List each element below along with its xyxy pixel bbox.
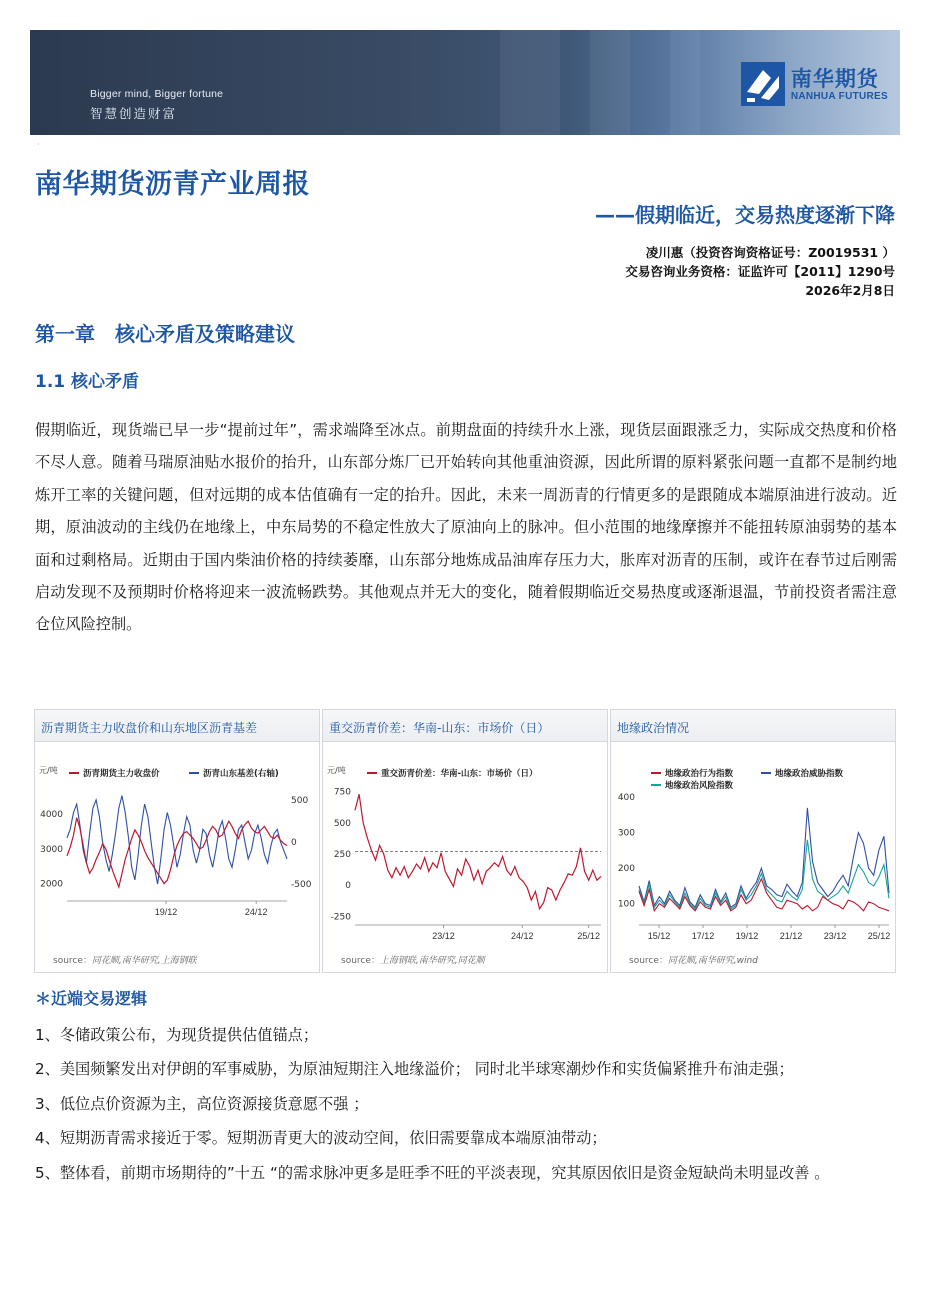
- legend-label: 地缘政治风险指数: [665, 781, 734, 791]
- y-left-tick-label: 4000: [40, 810, 63, 821]
- logic-heading: ＊近端交易逻辑: [35, 989, 148, 1008]
- license-line: 交易咨询业务资格：证监许可【2011】1290号: [625, 264, 895, 279]
- legend-label: 地缘政治行为指数: [665, 769, 734, 779]
- y-tick-label: 300: [617, 828, 635, 839]
- company-logo: [741, 60, 888, 108]
- spread-chart: [323, 743, 609, 943]
- header-banner: [30, 30, 900, 135]
- tagline-cn: 智慧创造财富: [90, 107, 178, 121]
- nanhua-logo-icon: [741, 62, 785, 106]
- report-meta: [625, 243, 895, 300]
- y-tick-label: 250: [333, 850, 351, 860]
- tagline-en: Bigger mind, Bigger fortune: [90, 88, 224, 100]
- y-tick-label: 500: [333, 818, 351, 829]
- x-tick-label: 24/12: [244, 907, 268, 917]
- banner-tagline: [90, 88, 223, 122]
- x-tick-label: 25/12: [867, 931, 891, 941]
- chart-panel-spread: [322, 709, 608, 973]
- x-tick-label: 23/12: [432, 931, 455, 941]
- logic-item: 3、低位点价资源为主，高位资源接货意愿不强 ；: [35, 1094, 369, 1113]
- x-tick-label: 25/12: [577, 931, 600, 941]
- chapter-heading: 第一章 核心矛盾及策略建议: [35, 322, 295, 346]
- chart-panel-title: 重交沥青价差：华南-山东：市场价（日）: [323, 710, 607, 742]
- chart-source: source：上海钢联,南华研究,同花顺: [341, 956, 485, 966]
- logo-name-en: NANHUA FUTURES: [790, 90, 888, 102]
- y-tick-label: 200: [617, 864, 635, 875]
- x-tick-label: 21/12: [779, 931, 803, 941]
- y-tick-label: 100: [617, 899, 635, 910]
- logic-item: 1、冬储政策公布，为现货提供估值锚点；: [35, 1026, 319, 1044]
- chart-panel-title: 沥青期货主力收盘价和山东地区沥青基差: [35, 710, 319, 742]
- y-left-tick-label: 3000: [40, 844, 63, 855]
- geopolitics-chart: [611, 743, 897, 943]
- chart-panel-price-basis: [34, 709, 320, 973]
- series-line-basis: [67, 796, 287, 885]
- decorative-dot: ·: [37, 140, 40, 149]
- chart-source: source：同花顺,南华研究,上海钢联: [53, 956, 197, 966]
- y-tick-label: 0: [345, 881, 351, 892]
- report-title: 南华期货沥青产业周报: [35, 169, 310, 200]
- chart-source: source：同花顺,南华研究,wind: [629, 956, 758, 966]
- logic-item: 4、短期沥青需求接近于零。短期沥青更大的波动空间，依旧需要靠成本端原油带动；: [35, 1129, 607, 1148]
- y-left-tick-label: 2000: [40, 879, 63, 890]
- logic-list: [35, 1019, 897, 1191]
- series-line-price: [67, 818, 287, 887]
- x-tick-label: 19/12: [735, 931, 759, 941]
- series-line-geo: [639, 808, 889, 907]
- y-right-tick-label: 500: [291, 795, 309, 806]
- legend-label: 重交沥青价差：华南-山东：市场价（日）: [381, 769, 538, 779]
- y-right-tick-label: -500: [291, 880, 312, 891]
- logo-name-cn: 南华期货: [790, 66, 879, 91]
- y-tick-label: -250: [330, 912, 351, 923]
- author-line: 凌川惠（投资咨询资格证号：Z0019531 ）: [645, 245, 895, 260]
- y-axis-unit-label: 元/吨: [39, 766, 58, 775]
- y-tick-label: 400: [617, 793, 635, 804]
- logic-item: 5、整体看，前期市场期待的”十五 “的需求脉冲更多是旺季不旺的平淡表现，究其原因依旧是资金短缺尚未明显改善 。: [35, 1163, 830, 1182]
- x-tick-label: 17/12: [691, 931, 715, 941]
- series-line-geo: [639, 840, 889, 909]
- section-heading: 1.1 核心矛盾: [35, 372, 140, 392]
- core-paragraph: 假期临近，现货端已早一步“提前过年”，需求端降至冰点。前期盘面的持续升水上涨，现货层面跟涨乏力，实际成交热度和价格不尽人意。随着马瑞原油贴水报价的抬升，山东部分炼厂已开始转向其他重油资源，因此所谓的原料紧张问题一直都不是制约地炼开工率的关键问题，但对远期的成本估值确有一定的抬升。因此，未来一周沥青的行情更多的是跟随成本端原油进行波动。近期，原油波动的主线仍在地缘上，中东局势的不稳定性放大了原油向上的脉冲。但小范围的地缘摩擦并不能扭转原油弱势的基本面和过剩格局。近期由于国内柴油价格的持续萎靡，山东部分地炼成品油库存压力大，胀库对沥青的压制，或许在春节过后刚需启动发现不及预期时价格将迎来一波流畅跌势。其他观点并无大的变化，随着假期临近交易热度或逐渐退温，节前投资者需注意仓位风险控制。: [35, 421, 897, 634]
- chart-panel-geopolitics: [610, 709, 896, 973]
- y-tick-label: 750: [333, 787, 351, 798]
- x-tick-label: 24/12: [511, 931, 534, 941]
- report-date: 2026年2月8日: [805, 283, 895, 298]
- y-right-tick-label: 0: [291, 838, 297, 848]
- banner-stripe: [670, 30, 700, 135]
- banner-stripe: [590, 30, 630, 135]
- x-tick-label: 19/12: [154, 907, 178, 917]
- x-tick-label: 23/12: [823, 931, 847, 941]
- banner-stripe: [500, 30, 560, 135]
- legend-label: 沥青期货主力收盘价: [83, 769, 160, 779]
- legend-label: 沥青山东基差(右轴): [203, 769, 279, 779]
- logic-item: 2、美国频繁发出对伊朗的军事威胁，为原油短期注入地缘溢价； 同时北半球寒潮炒作和实货偏紧推升布油走强；: [35, 1060, 794, 1079]
- report-subtitle: ——假期临近，交易热度逐渐下降: [595, 203, 895, 227]
- x-tick-label: 15/12: [647, 931, 671, 941]
- legend-label: 地缘政治威胁指数: [775, 769, 844, 779]
- chart-panel-title: 地缘政治情况: [611, 710, 895, 742]
- y-axis-unit-label: 元/吨: [327, 766, 346, 775]
- price-basis-chart: [35, 743, 321, 943]
